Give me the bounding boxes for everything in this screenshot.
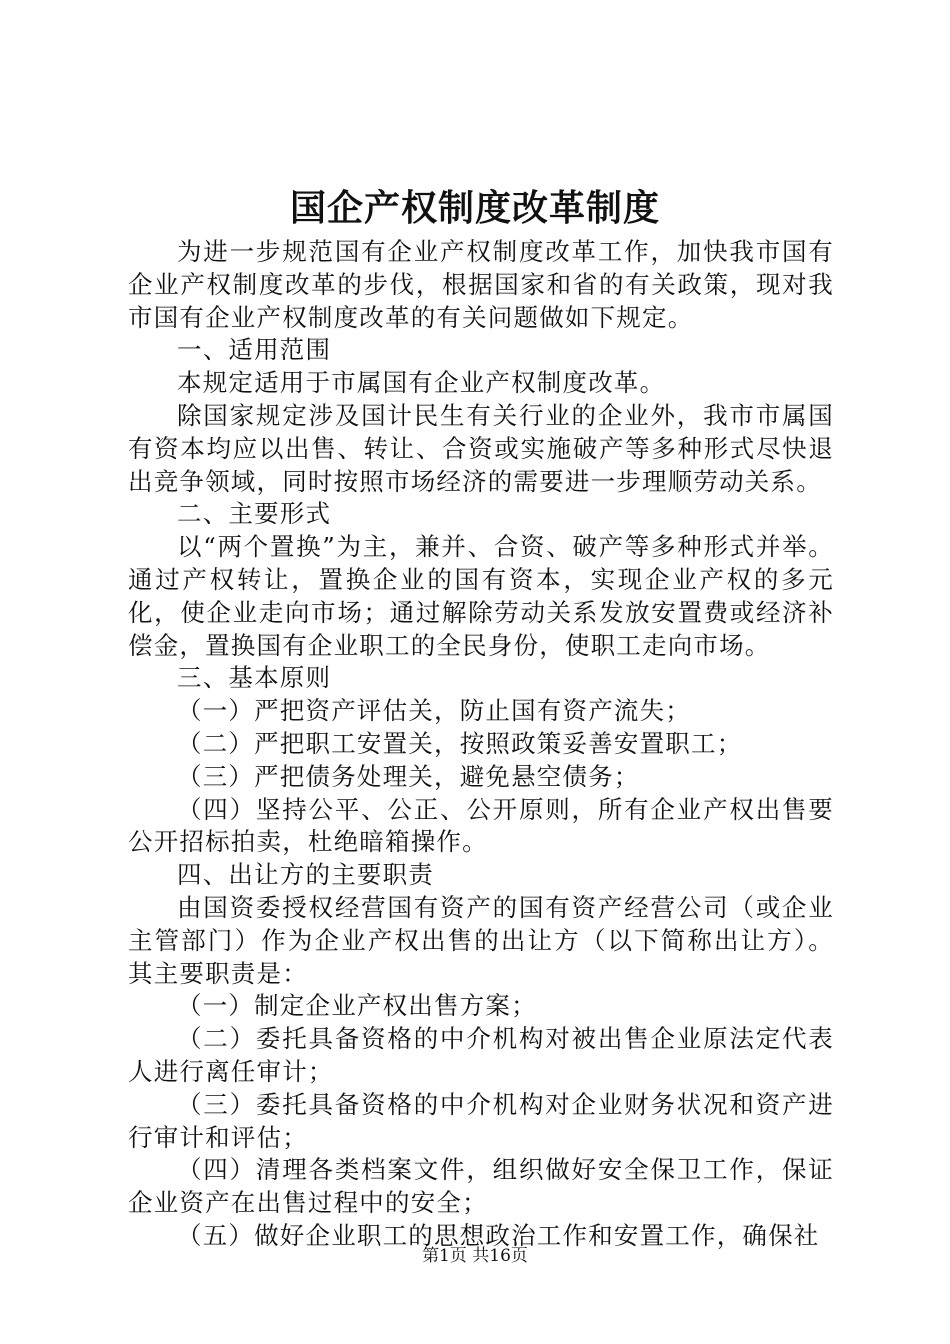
section-heading-principles: 三、基本原则	[177, 663, 332, 693]
list-item: （二）委托具备资格的中介机构对被出售企业原法定代表人进行离任审计；	[128, 1024, 834, 1086]
list-item: （四）坚持公平、公正、公开原则，所有企业产权出售要公开招标拍卖，杜绝暗箱操作。	[128, 794, 834, 857]
section-heading-forms: 二、主要形式	[177, 499, 332, 529]
list-item: （一）严把资产评估关，防止国有资产流失；	[177, 696, 691, 726]
list-item: （二）严把职工安置关，按照政策妥善安置职工；	[177, 728, 743, 758]
list-item: （三）委托具备资格的中介机构对企业财务状况和资产进行审计和评估；	[128, 1089, 834, 1152]
list-item: （五）做好企业职工的思想政治工作和安置工作，确保社	[177, 1220, 820, 1250]
paragraph: 本规定适用于市属国有企业产权制度改革。	[177, 368, 666, 398]
paragraph-intro: 为进一步规范国有企业产权制度改革工作，加快我市国有企业产权制度改革的步伐，根据国家和省的有关政策，现对我市国有企业产权制度改革的有关问题做如下规定。	[128, 237, 834, 332]
list-item: （一）制定企业产权出售方案；	[177, 991, 537, 1021]
section-heading-duties: 四、出让方的主要职责	[177, 860, 434, 890]
paragraph: 除国家规定涉及国计民生有关行业的企业外，我市市属国有资本均应以出售、转让、合资或实施破产等多种形式尽快退出竞争领域，同时按照市场经济的需要进一步理顺劳动关系。	[128, 400, 834, 496]
document-body	[128, 236, 834, 1253]
paragraph: 由国资委授权经营国有资产的国有资产经营公司（或企业主管部门）作为企业产权出售的出让方（以下简称出让方）。其主要职责是：	[128, 892, 834, 988]
section-heading-scope: 一、适用范围	[177, 335, 332, 365]
page-title: 国企产权制度改革制度	[289, 187, 660, 229]
list-item: （四）清理各类档案文件，组织做好安全保卫工作，保证企业资产在出售过程中的安全；	[128, 1155, 834, 1218]
list-item: （三）严把债务处理关，避免悬空债务；	[177, 761, 640, 791]
paragraph: 以“两个置换”为主，兼并、合资、破产等多种形式并举。通过产权转让，置换企业的国有资本，实现企业产权的多元化，使企业走向市场；通过解除劳动关系发放安置费或经济补偿金，置换国有企业职工的全民身份，使职工走向市场。	[128, 532, 834, 660]
page-footer: 第1页 共16页	[422, 1246, 528, 1266]
